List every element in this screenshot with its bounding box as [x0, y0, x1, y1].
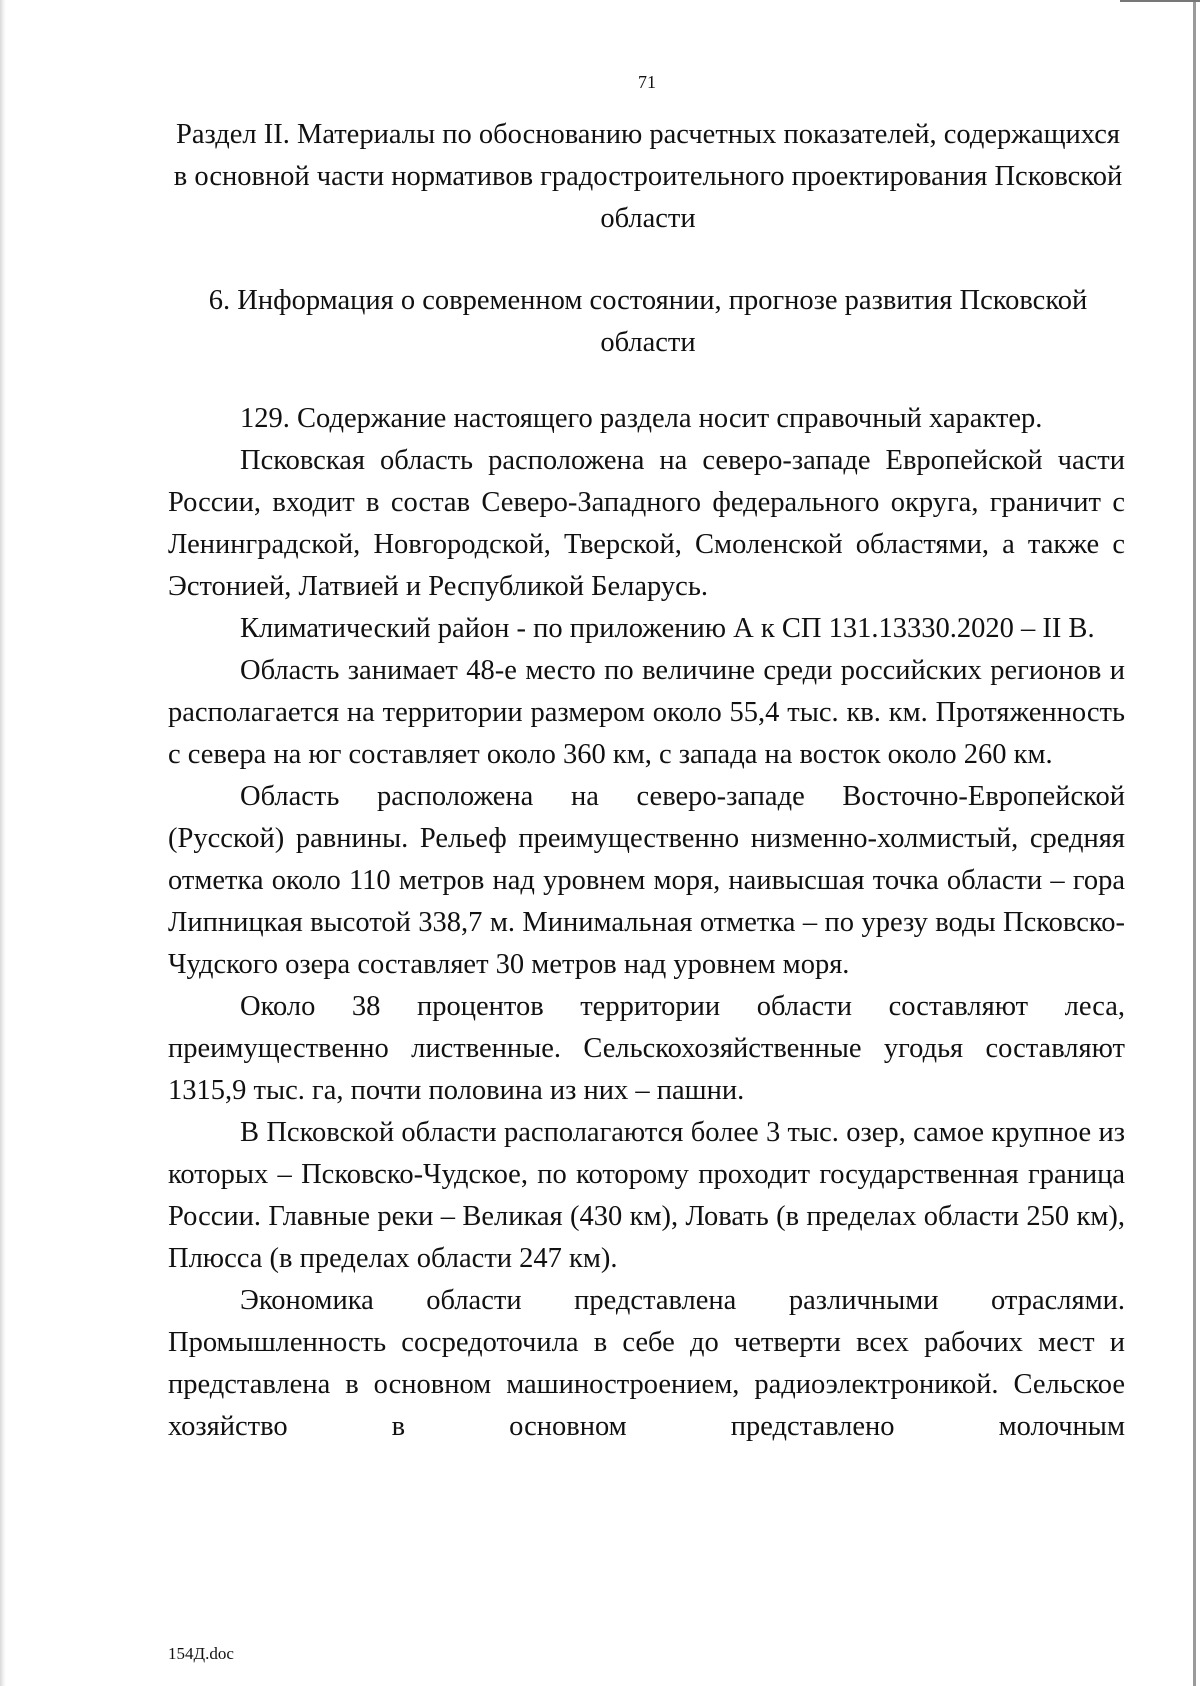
- paragraph-129: 129. Содержание настоящего раздела носит справочный характер.: [240, 403, 1043, 434]
- footer-filename: 154Д.doc: [168, 1644, 234, 1663]
- section-title: Раздел II. Материалы по обоснованию расчетных показателей, содержащихся в основной части нормативов градостроительного проектирования Псковской области: [173, 119, 1123, 234]
- paragraph-area: Область занимает 48-е место по величине среди российских регионов и располагается на территории размером около 55,4 тыс. кв. км. Протяженность с севера на юг составляет около 360 км, с запада на восток около 260 км.: [168, 655, 1125, 770]
- paragraph-relief: Область расположена на северо-западе Восточно-Европейской (Русской) равнины. Рельеф преимущественно низменно-холмистый, средняя отметка около 110 метров над уровнем моря, наивысшая точка области – гора Липницкая высотой 338,7 м. Минимальная отметка – по урезу воды Псковско-Чудского озера составляет 30 метров над уровнем моря.: [168, 781, 1125, 980]
- body-text: [168, 398, 1125, 1448]
- scan-edge-left: [0, 0, 6, 1686]
- paragraph-forests: Около 38 процентов территории области составляют леса, преимущественно лиственные. Сельскохозяйственные угодья составляют 1315,9 тыс. га, почти половина из них – пашни.: [168, 991, 1125, 1106]
- paragraph-climate: Климатический район - по приложению А к СП 131.13330.2020 – II В.: [240, 613, 1095, 644]
- page-number: 71: [638, 72, 656, 92]
- subsection-title: 6. Информация о современном состоянии, прогнозе развития Псковской области: [208, 285, 1088, 358]
- paragraph-lakes-rivers: В Псковской области располагаются более 3 тыс. озер, самое крупное из которых – Псковско-Чудское, по которому проходит государственная граница России. Главные реки – Великая (430 км), Ловать (в пределах области 250 км), Плюсса (в пределах области 247 км).: [168, 1117, 1125, 1274]
- paragraph-economy: Экономика области представлена различными отраслями. Промышленность сосредоточила в себе до четверти всех рабочих мест и представлена в основном машиностроением, радиоэлектроникой. Сельское хозяйство в основном представлено молочным: [168, 1285, 1125, 1442]
- scan-edge-top: [1120, 0, 1200, 2]
- paragraph-location: Псковская область расположена на северо-западе Европейской части России, входит в состав Северо-Западного федерального округа, граничит с Ленинградской, Новгородской, Тверской, Смоленской областями, а также с Эстонией, Латвией и Республикой Беларусь.: [168, 445, 1125, 602]
- scan-edge-right: [1193, 0, 1196, 1686]
